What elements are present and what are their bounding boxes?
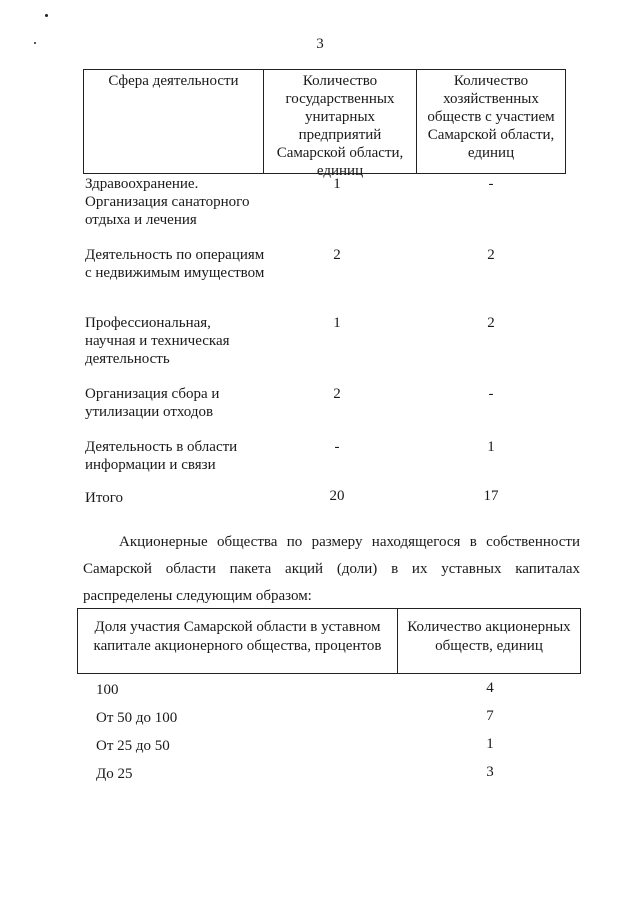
page-number: 3 — [316, 36, 324, 52]
table1-row-sphere: Деятельность по операциям с недвижимым имуществом — [85, 247, 265, 281]
table2-header — [77, 608, 581, 674]
table2-row-count: 7 — [486, 708, 494, 724]
scan-speck — [45, 14, 48, 17]
table1-row-sphere: Организация сбора и утилизации отходов — [85, 386, 220, 420]
table2-row-count: 1 — [486, 736, 494, 752]
table1-row-gup: 1 — [333, 176, 341, 192]
table2-row-share: От 25 до 50 — [96, 738, 170, 754]
table2-header-count: Количество акционерных обществ, единиц — [407, 619, 571, 654]
table1-row-gup: - — [334, 439, 340, 455]
table1-header-sphere: Сфера деятельности — [84, 70, 264, 173]
table2-row-count: 3 — [486, 764, 494, 780]
table1-row-sphere: Профессиональная, научная и техническая деятельность — [85, 315, 230, 367]
table1-header — [83, 69, 566, 179]
table1-row-hoz: 2 — [487, 247, 495, 263]
body-paragraph — [83, 529, 580, 610]
table1-row-sphere: Здравоохранение. Организация санаторного отдыха и лечения — [85, 176, 250, 228]
table1-row-hoz: - — [488, 176, 494, 192]
table2-header-share: Доля участия Самарской области в уставном капитале акционерного общества, процентов — [78, 609, 398, 673]
table2-row-share: От 50 до 100 — [96, 710, 178, 726]
table1-total-label: Итого — [85, 490, 123, 506]
table1-row-gup: 2 — [333, 386, 341, 402]
table1-row-sphere: Деятельность в области информации и связи — [85, 439, 238, 473]
table1-header-hoz: Количество хозяйственных обществ с участием Самарской области, единиц — [427, 73, 555, 161]
table1-total-hoz: 17 — [483, 488, 499, 504]
table2-row-count: 4 — [486, 680, 494, 696]
table1-row-gup: 1 — [333, 315, 341, 331]
table1-total-gup: 20 — [329, 488, 345, 504]
table1-row-hoz: - — [488, 386, 494, 402]
table1-row-gup: 2 — [333, 247, 341, 263]
table1-row-hoz: 1 — [487, 439, 495, 455]
table1-header-gup: Количество государственных унитарных предприятий Самарской области, единиц — [264, 70, 417, 173]
table2-row-share: До 25 — [96, 766, 133, 782]
table1-row-hoz: 2 — [487, 315, 495, 331]
paragraph-text: Акционерные общества по размеру находящегося в собственности Самарской области пакета акций (доли) в их уставных капиталах распределены следующим образом: — [83, 534, 580, 604]
table2-row-share: 100 — [96, 682, 119, 698]
